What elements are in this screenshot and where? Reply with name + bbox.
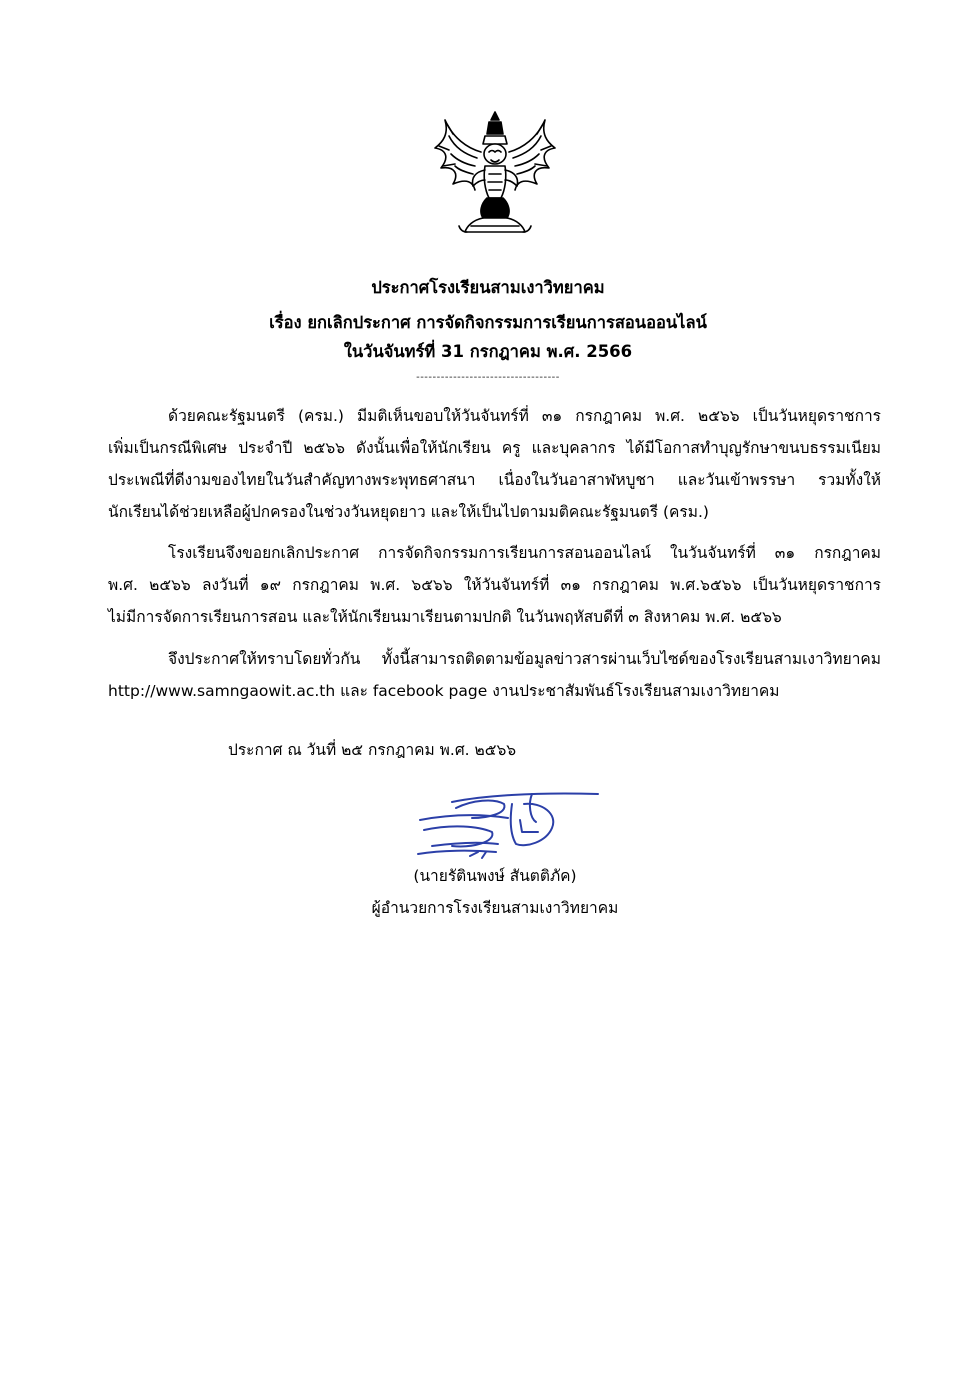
paragraph-line: ด้วยคณะรัฐมนตรี (ครม.) มีมติเห็นขอบให้วันจันทร์ที่ ๓๑ กรกฎาคม พ.ศ. ๒๕๖๖ เป็นวันหยุดราชการ bbox=[168, 407, 881, 425]
garuda-emblem-icon bbox=[427, 108, 563, 236]
paragraph-line: ประเพณีที่ดีงามของไทยในวันสำคัญทางพระพุทธศาสนา เนื่องในวันอาสาฬหบูชา และวันเข้าพรรษา รวมทั้งให้ bbox=[108, 471, 881, 489]
paragraph-line: http://www.samngaowit.ac.th และ facebook page งานประชาสัมพันธ์โรงเรียนสามเงาวิทยาคม bbox=[108, 682, 780, 700]
body-paragraph-3 bbox=[108, 643, 881, 707]
announcement-date: ในวันจันทร์ที่ 31 กรกฎาคม พ.ศ. 2566 bbox=[343, 342, 633, 361]
divider-rule: ----------------------------------- bbox=[416, 372, 560, 383]
paragraph-line: ไม่มีการจัดการเรียนการสอน และให้นักเรียนมาเรียนตามปกติ ในวันพฤหัสบดีที่ ๓ สิงหาคม พ.ศ. ๒๕๖๖ bbox=[108, 608, 782, 626]
announce-date: ประกาศ ณ วันที่ ๒๕ กรกฎาคม พ.ศ. ๒๕๖๖ bbox=[228, 741, 517, 759]
paragraph-line: เพิ่มเป็นกรณีพิเศษ ประจำปี ๒๕๖๖ ดังนั้นเพื่อให้นักเรียน ครู และบุคลากร ได้มีโอกาสทำบุญรักษาขนบธรรมเนียม bbox=[108, 439, 881, 457]
announcement-subject: เรื่อง ยกเลิกประกาศ การจัดกิจกรรมการเรียนการสอนออนไลน์ bbox=[269, 313, 707, 332]
signature-icon bbox=[412, 784, 602, 864]
paragraph-line: พ.ศ. ๒๕๖๖ ลงวันที่ ๑๙ กรกฎาคม พ.ศ. ๖๕๖๖ ให้วันจันทร์ที่ ๓๑ กรกฎาคม พ.ศ.๖๕๖๖ เป็นวันหยุดราชการ bbox=[108, 576, 881, 594]
body-paragraph-1 bbox=[108, 400, 881, 528]
body-paragraph-2 bbox=[108, 537, 881, 633]
signatory-name: (นายรัตินพงษ์ สันตติภัค) bbox=[413, 867, 577, 885]
announcement-title: ประกาศโรงเรียนสามเงาวิทยาคม bbox=[371, 278, 605, 297]
paragraph-line: จึงประกาศให้ทราบโดยทั่วกัน ทั้งนี้สามารถติดตามข้อมูลข่าวสารผ่านเว็บไซด์ของโรงเรียนสามเงาวิทยาคม bbox=[168, 650, 881, 668]
paragraph-line: โรงเรียนจึงขอยกเลิกประกาศ การจัดกิจกรรมการเรียนการสอนออนไลน์ ในวันจันทร์ที่ ๓๑ กรกฎาคม bbox=[168, 544, 881, 562]
signatory-position: ผู้อำนวยการโรงเรียนสามเงาวิทยาคม bbox=[371, 899, 619, 917]
paragraph-line: นักเรียนได้ช่วยเหลือผู้ปกครองในช่วงวันหยุดยาว และให้เป็นไปตามมติคณะรัฐมนตรี (ครม.) bbox=[108, 503, 709, 521]
